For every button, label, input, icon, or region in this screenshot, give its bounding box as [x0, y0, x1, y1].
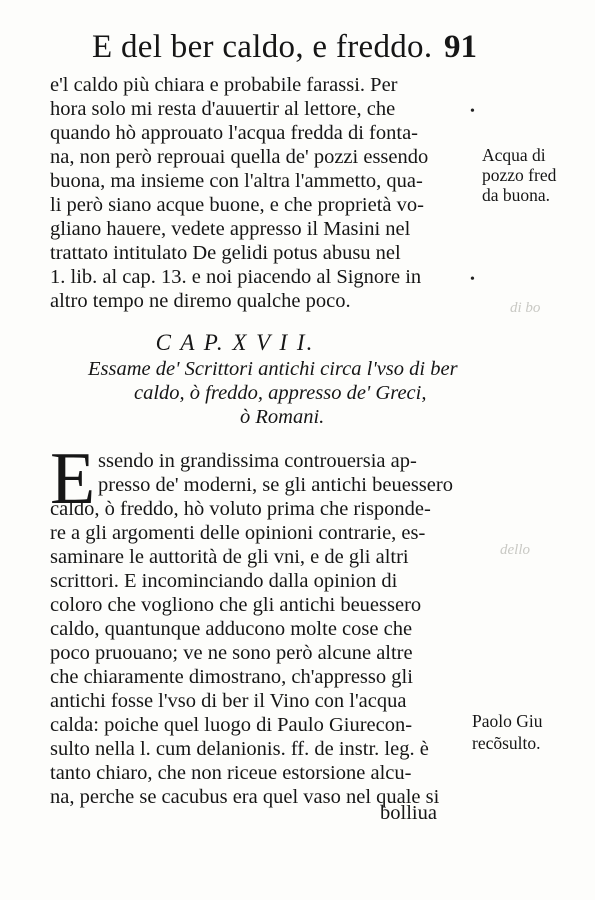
body-line: gliano hauere, vedete appresso il Masini nel: [50, 218, 411, 240]
body-line: ssendo in grandissima controuersia ap-: [98, 450, 417, 472]
body-line: 1. lib. al cap. 13. e noi piacendo al Signore in: [50, 266, 422, 288]
page-number: 91: [444, 29, 477, 65]
catchword: bolliua: [380, 802, 437, 824]
margin-mark: •: [470, 272, 475, 287]
margin-note-acqua-line1: Acqua di: [482, 145, 546, 165]
body-line: buona, ma insieme con l'altra l'ammetto, qua-: [50, 170, 423, 192]
drop-capital: E: [50, 438, 96, 520]
body-line: e'l caldo più chiara e probabile farassi. Per: [50, 74, 398, 96]
margin-mark: •: [470, 104, 475, 119]
body-line: na, perche se cacubus era quel vaso nel quale si: [50, 786, 440, 808]
body-line: li però siano acque buone, e che proprietà vo-: [50, 194, 424, 216]
body-line: re a gli argomenti delle opinioni contrarie, es-: [50, 522, 426, 544]
body-line: quando hò approuato l'acqua fredda di fonta-: [50, 122, 418, 144]
body-line: tanto chiaro, che non riceue estorsione alcu-: [50, 762, 412, 784]
chapter-subtitle-line3: ò Romani.: [240, 406, 325, 428]
body-line: calda: poiche quel luogo di Paulo Giurecon-: [50, 714, 413, 736]
body-line: altro tempo ne diremo qualche poco.: [50, 290, 351, 312]
margin-note-paolo-line1: Paolo Giu: [472, 711, 543, 731]
margin-note-acqua-line2: pozzo fred: [482, 165, 557, 185]
chapter-heading: C A P. X V I I.: [155, 330, 315, 355]
chapter-subtitle-line2: caldo, ò freddo, appresso de' Greci,: [134, 382, 427, 404]
body-line: hora solo mi resta d'auuertir al lettore, che: [50, 98, 396, 120]
body-line: che chiaramente dimostrano, ch'appresso gli: [50, 666, 413, 688]
body-line: trattato intitulato De gelidi potus abusu nel: [50, 242, 401, 264]
body-line: na, non però reprouai quella de' pozzi essendo: [50, 146, 429, 168]
margin-note-paolo-line2: recõsulto.: [472, 733, 541, 753]
body-line: caldo, ò freddo, hò voluto prima che risponde-: [50, 498, 431, 520]
body-line: sulto nella l. cum delanionis. ff. de instr. leg. è: [50, 738, 429, 760]
show-through-text: dello: [500, 542, 530, 558]
body-line: caldo, quantunque adducono molte cose che: [50, 618, 413, 640]
running-header-title: E del ber caldo, e freddo.: [92, 29, 433, 65]
body-line: poco pruouano; ve ne sono però alcune altre: [50, 642, 413, 664]
body-line: coloro che vogliono che gli antichi beuessero: [50, 594, 422, 616]
chapter-subtitle-line1: Essame de' Scrittori antichi circa l'vso di ber: [88, 358, 458, 380]
show-through-text: di bo: [510, 300, 541, 316]
body-line: antichi fosse l'vso di ber il Vino con l'acqua: [50, 690, 407, 712]
body-line: saminare le auttorità de gli vni, e de gli altri: [50, 546, 409, 568]
body-line: presso de' moderni, se gli antichi beuessero: [98, 474, 453, 496]
margin-note-acqua-line3: da buona.: [482, 185, 551, 205]
body-line: scrittori. E incominciando dalla opinion di: [50, 570, 398, 592]
